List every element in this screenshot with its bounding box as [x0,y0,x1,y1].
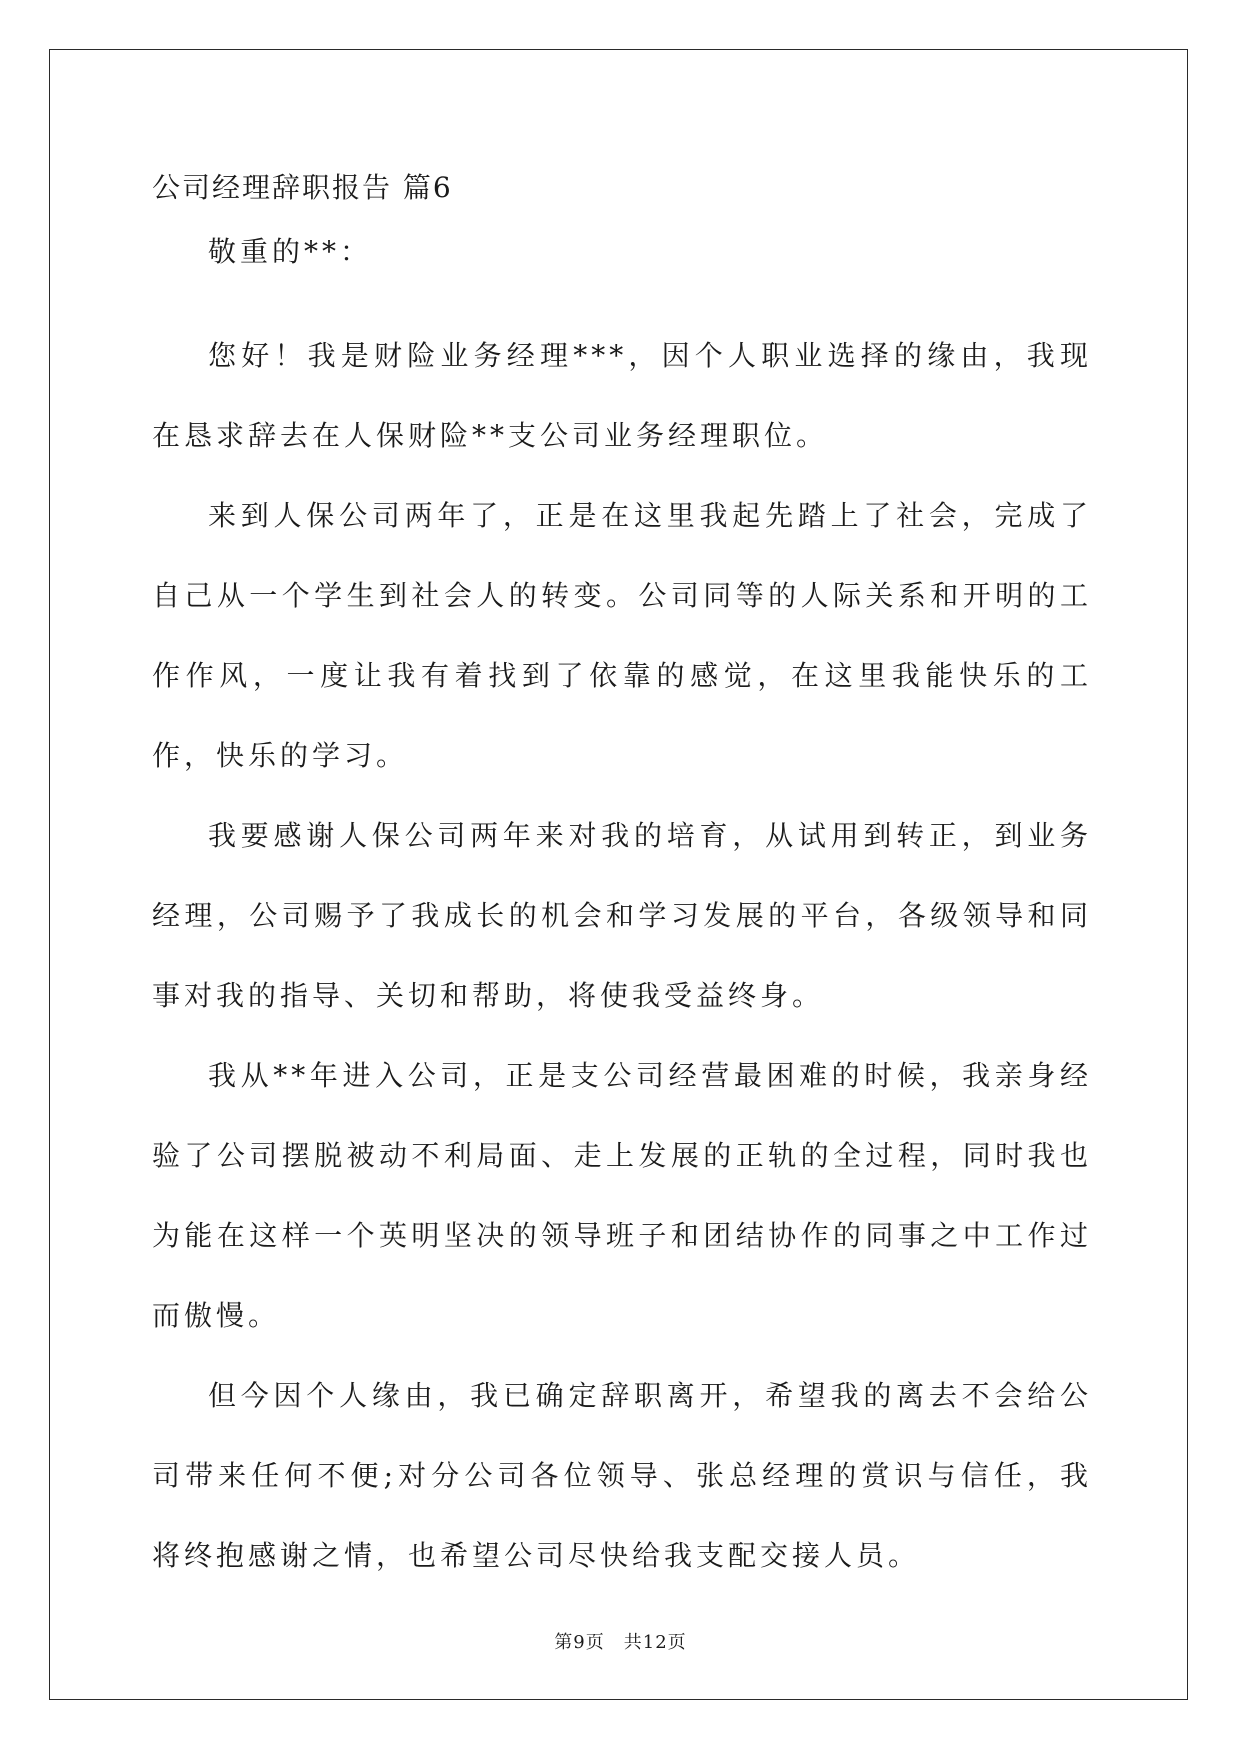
paragraph-4: 我从**年进入公司，正是支公司经营最困难的时候，我亲身经验了公司摆脱被动不利局面、走上发展的正轨的全过程，同时我也为能在这样一个英明坚决的领导班子和团结协作的同事之中工作过而傲慢。 [152,1059,1092,1332]
paragraph-3: 我要感谢人保公司两年来对我的培育，从试用到转正，到业务经理，公司赐予了我成长的机会和学习发展的平台，各级领导和同事对我的指导、关切和帮助，将使我受益终身。 [152,819,1092,1012]
document-title: 公司经理辞职报告 篇6 [152,171,453,204]
paragraph-1: 您好！我是财险业务经理***，因个人职业选择的缘由，我现在恳求辞去在人保财险**支公司业务经理职位。 [152,339,1092,452]
paragraph-5: 但今因个人缘由，我已确定辞职离开，希望我的离去不会给公司带来任何不便;对分公司各位领导、张总经理的赏识与信任，我将终抱感谢之情，也希望公司尽快给我支配交接人员。 [152,1379,1092,1572]
page-number-footer: 第9页 共12页 [554,1632,687,1653]
document-body [152,168,1092,1596]
paragraph-2: 来到人保公司两年了，正是在这里我起先踏上了社会，完成了自己从一个学生到社会人的转变。公司同等的人际关系和开明的工作作风，一度让我有着找到了依靠的感觉，在这里我能快乐的工作，快乐的学习。 [152,499,1092,772]
salutation: 敬重的**： [208,235,373,268]
